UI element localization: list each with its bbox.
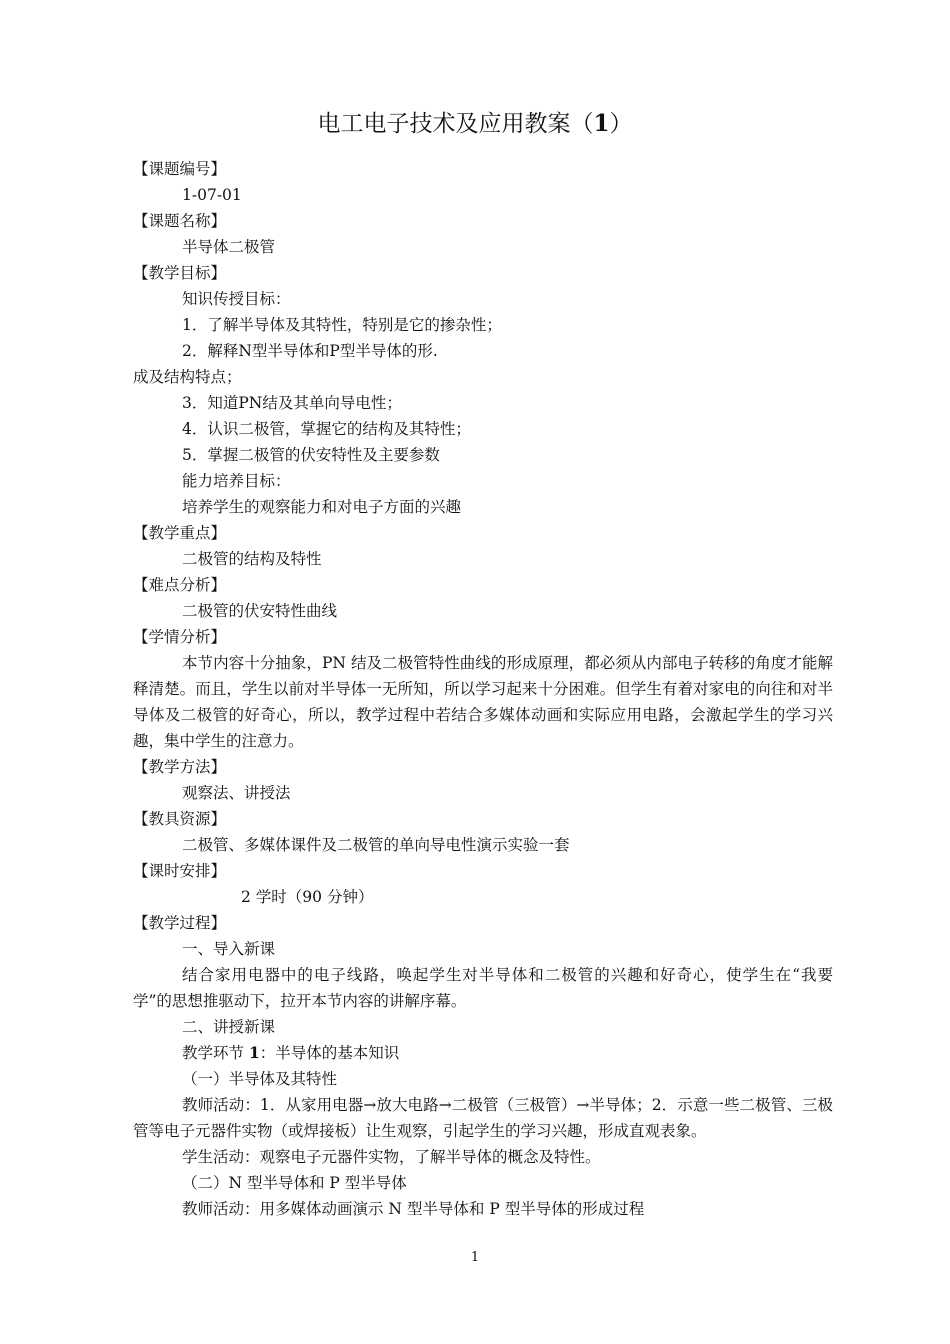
ability-goal-text: 培养学生的观察能力和对电子方面的兴趣 bbox=[182, 498, 462, 516]
goal-item-2-continued: 成及结构特点； bbox=[133, 368, 242, 386]
section-label-teaching-process: 【教学过程】 bbox=[133, 914, 227, 932]
title-close: ） bbox=[609, 111, 633, 137]
process-heading-new-lesson: 二、讲授新课 bbox=[182, 1018, 276, 1036]
page-number: 1 bbox=[470, 1250, 480, 1265]
student-analysis-text: 本节内容十分抽象，PN 结及二极管特性曲线的形成原理，都必须从内部电子转移的角度才能解释清楚。而且，学生以前对半导体一无所知，所以学习起来十分困难。但学生有着对家电的向往和对半导体及二极管的好奇心，所以，教学过程中若结合多媒体动画和实际应用电路，会激起学生的学习兴趣，集中学生的注意力。 bbox=[133, 654, 833, 750]
section-label-key-points: 【教学重点】 bbox=[133, 524, 227, 542]
section-label-student-analysis: 【学情分析】 bbox=[133, 628, 227, 646]
title-text: 电工电子技术及应用教案（ bbox=[317, 111, 594, 137]
schedule-value: 2 学时（90 分钟） bbox=[241, 888, 374, 906]
section-label-topic-name: 【课题名称】 bbox=[133, 212, 227, 230]
resources-value: 二极管、多媒体课件及二极管的单向导电性演示实验一套 bbox=[182, 836, 570, 854]
document-title bbox=[0, 108, 950, 140]
goal-item-4: 4．认识二极管，掌握它的结构及其特性； bbox=[182, 420, 471, 438]
topic-name-value: 半导体二极管 bbox=[182, 238, 276, 256]
knowledge-goal-heading: 知识传授目标： bbox=[182, 290, 291, 308]
process-intro-text: 结合家用电器中的电子线路，唤起学生对半导体和二极管的兴趣和好奇心，使学生在“我要学”的思想推驱动下，拉开本节内容的讲解序幕。 bbox=[133, 966, 833, 1010]
teaching-link-number: 1 bbox=[248, 1043, 260, 1062]
section-label-topic-code: 【课题编号】 bbox=[133, 160, 227, 178]
goal-item-2: 2．解释N型半导体和P型半导体的形. bbox=[182, 342, 438, 360]
key-points-value: 二极管的结构及特性 bbox=[182, 550, 322, 568]
student-activity-1: 学生活动：观察电子元器件实物，了解半导体的概念及特性。 bbox=[182, 1148, 601, 1166]
teaching-link-text: ：半导体的基本知识 bbox=[259, 1044, 400, 1062]
document-body bbox=[133, 156, 833, 1222]
title-number: 1 bbox=[593, 110, 610, 137]
difficulties-value: 二极管的伏安特性曲线 bbox=[182, 602, 338, 620]
section-label-teaching-goals: 【教学目标】 bbox=[133, 264, 227, 282]
section-label-schedule: 【课时安排】 bbox=[133, 862, 227, 880]
ability-goal-heading: 能力培养目标： bbox=[182, 472, 291, 490]
teacher-activity-1: 教师活动：1．从家用电器→放大电路→二极管（三极管）→半导体；2．示意一些二极管、三极管等电子元器件实物（或焊接板）让生观察，引起学生的学习兴趣，形成直观表象。 bbox=[133, 1096, 833, 1140]
subsection-2-heading: （二）N 型半导体和 P 型半导体 bbox=[182, 1174, 407, 1192]
subsection-1-heading: （一）半导体及其特性 bbox=[182, 1070, 338, 1088]
section-label-teaching-methods: 【教学方法】 bbox=[133, 758, 227, 776]
section-label-difficulties: 【难点分析】 bbox=[133, 576, 227, 594]
goal-item-5: 5．掌握二极管的伏安特性及主要参数 bbox=[182, 446, 440, 464]
teaching-link-1-heading bbox=[133, 1040, 833, 1066]
goal-item-1: 1．了解半导体及其特性，特别是它的掺杂性； bbox=[182, 316, 502, 334]
section-label-resources: 【教具资源】 bbox=[133, 810, 227, 828]
process-heading-intro: 一、导入新课 bbox=[182, 940, 276, 958]
topic-code-value: 1-07-01 bbox=[182, 186, 242, 204]
teaching-link-label: 教学环节 bbox=[182, 1044, 249, 1062]
goal-item-3: 3．知道PN结及其单向导电性； bbox=[182, 394, 402, 412]
teaching-methods-value: 观察法、讲授法 bbox=[182, 784, 291, 802]
teacher-activity-2: 教师活动：用多媒体动画演示 N 型半导体和 P 型半导体的形成过程 bbox=[182, 1200, 645, 1218]
